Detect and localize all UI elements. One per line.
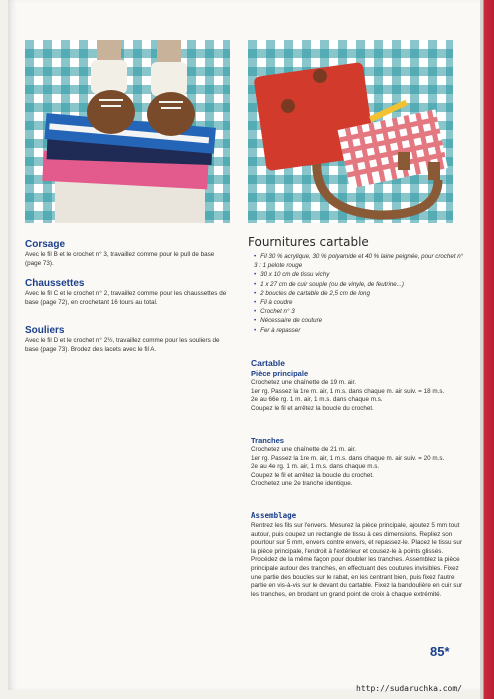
instruction-line: Coupez le fil et arrêtez la boucle du crochet. (251, 404, 374, 412)
supplies-list (254, 252, 464, 335)
instruction-line: 1er rg. Passez la 1re m. air, 1 m.s. dans chaque m. air suiv. = 18 m.s. (251, 387, 445, 395)
page-number: 85* (430, 644, 450, 659)
text-assemblage: Rentrez les fils sur l'envers. Mesurez la pièce principale, ajoutez 5 mm tout autour, puis coupez un rectangle de tissu à ces dimensions. Repliez son pourtour sur 5 mm, envers contre envers, et repassez-le. Placez le tissu sur la pièce principale, l'endroit à l'extérieur et cousez-le à points glissés. Procédez de la même façon pour doubler les tranches. Assemblez la pièce principale autour des tranches, en effectuant des coutures invisibles. Fixez une partie des boucles sur le rabat, en les centrant bien, puis fixez l'autre partie en vis-à-vis sur le devant du cartable. Fixez la bandoulière en cuir sur les tranches, en brodant un grand point de croix à chaque extrémité. (251, 522, 463, 598)
text-souliers: Avec le fil D et le crochet n° 2½, travaillez comme pour les souliers de base (page 73). Brodez des lacets avec le fil A. (25, 337, 220, 353)
watermark-url: http://sudaruchka.com/ (356, 684, 462, 693)
heading-souliers: Souliers (25, 325, 65, 336)
heading-tranches: Tranches (251, 436, 284, 445)
text-corsage: Avec le fil B et le crochet n° 3, travaillez comme pour le pull de base (page 73). (25, 251, 215, 267)
heading-corsage: Corsage (25, 239, 66, 250)
photo-crochet-satchel (248, 40, 453, 223)
instruction-line: Crochetez une chaînette de 19 m. air. (251, 379, 357, 386)
instruction-line: 1er rg. Passez la 1re m. air, 1 m.s. dans chaque m. air suiv. = 20 m.s. (251, 454, 445, 462)
heading-assemblage: Assemblage (251, 511, 297, 520)
heading-fournitures-cartable: Fournitures cartable (248, 235, 369, 249)
satchel-illustration (248, 40, 453, 223)
supply-item: • Fil à coudre (254, 298, 464, 307)
supply-item: • Nécessaire de couture (254, 316, 464, 325)
instruction-line: Crochetez une chaînette de 21 m. air. (251, 446, 357, 453)
instruction-line: Crochetez une 2e tranche identique. (251, 480, 353, 488)
supply-item: • Fil 30 % acrylique, 30 % polyamide et 40 % laine peignée, pour crochet n° 3 : 1 pelote rouge (254, 252, 464, 270)
instruction-line: Coupez le fil et arrêtez la boucle du crochet. (251, 471, 374, 479)
page-edge-red (480, 0, 494, 699)
instruction-line: 2e au 66e rg. 1 m. air, 1 m.s. dans chaque m.s. (251, 396, 383, 404)
supply-item: • Fer à repasser (254, 326, 464, 335)
heading-cartable: Cartable (251, 358, 286, 368)
photo-doll-shoes-on-books (25, 40, 230, 223)
text-chaussettes: Avec le fil C et le crochet n° 2, travaillez comme pour les chaussettes de base (page 72), en crochetant 16 tours au total. (25, 290, 227, 306)
supply-item: • Crochet n° 3 (254, 307, 464, 316)
heading-chaussettes: Chaussettes (25, 278, 85, 289)
instruction-line: 2e au 4e rg. 1 m. air, 1 m.s. dans chaque m.s. (251, 463, 380, 471)
supply-item: • 30 x 10 cm de tissu vichy (254, 270, 464, 279)
text-piece-principale (251, 379, 466, 413)
supply-item: • 2 boucles de cartable de 2,5 cm de long (254, 289, 464, 298)
heading-piece-principale: Pièce principale (251, 369, 309, 378)
doll-shoes-illustration (25, 40, 230, 223)
supply-item: • 1 x 27 cm de cuir souple (ou de vinyle, de feutrine...) (254, 280, 464, 289)
text-tranches (251, 446, 466, 489)
